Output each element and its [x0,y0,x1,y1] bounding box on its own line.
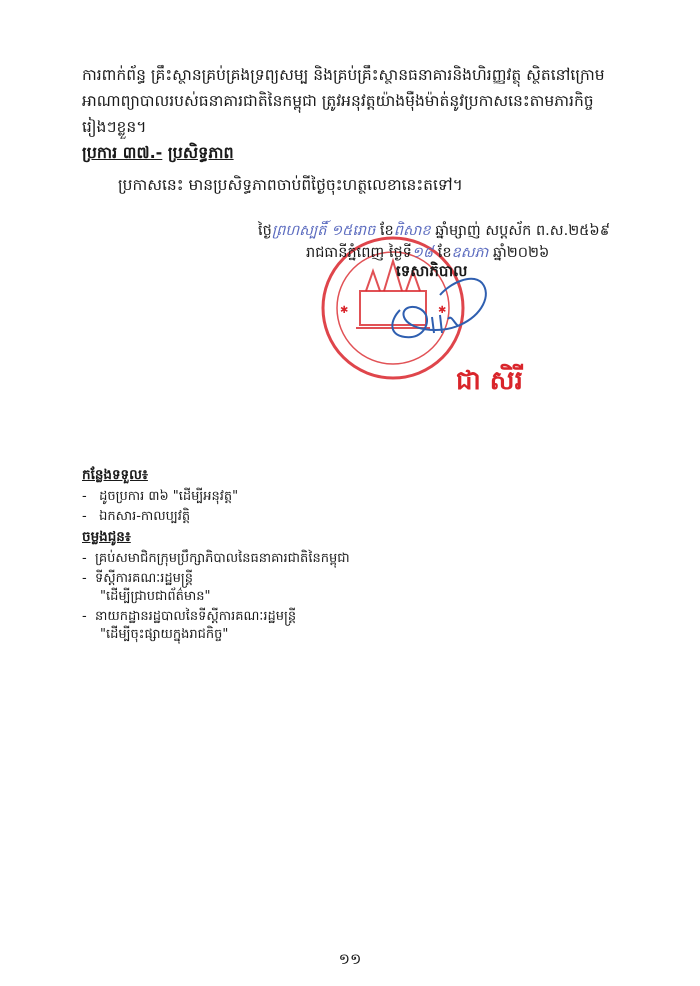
lunar-year: ឆ្នាំម្សាញ់ សប្តស័ក ព.ស.២៥៦៩ [435,223,610,239]
place-label: រាជធានីភ្នំពេញ ថ្ងៃទី [306,245,412,261]
lunar-month-label: ខែ [379,223,394,239]
civil-year: ឆ្នាំ២០២៦ [492,245,550,261]
copy-item: - គ្រប់សមាជិកក្រុមប្រឹក្សាភិបាលនៃធនាគារជាតិនៃកម្ពុជា [82,551,350,566]
svg-text:✱: ✱ [340,305,349,316]
civil-day: ១៨ [411,245,434,261]
article-text: ប្រកាសនេះ មានប្រសិទ្ធភាពចាប់ពីថ្ងៃចុះហត្ថលេខានេះតទៅ។ [118,176,463,194]
copies-heading: ចម្លងជូន៖ [82,529,131,545]
recipients-heading: កន្លែងទទួល៖ [82,467,148,483]
copy-item: - ទីស្តីការគណៈរដ្ឋមន្ត្រី [82,571,193,586]
copy-item-note: "ដើម្បីជ្រាបជាព័ត៌មាន" [100,589,211,604]
article-title: ប្រសិទ្ធភាព [167,143,234,162]
paragraph-line: ការពាក់ព័ន្ធ គ្រឹះស្ថានគ្រប់គ្រងទ្រព្យសម្ប និងគ្រប់គ្រឹះស្ថានធនាគារនិងហិរញ្ញវត្ថុ ស្ថិតនៅក្រោម [82,66,605,84]
lunar-prefix: ថ្ងៃ [258,223,272,239]
article-number: ប្រការ ៣៧.- [82,143,163,162]
svg-text:✱: ✱ [438,305,447,316]
civil-month: ឧសភា [451,245,489,261]
copy-item: - នាយកដ្ឋានរដ្ឋបាលនៃទីស្តីការគណៈរដ្ឋមន្ត្រី [82,609,297,624]
recipient-item: - ដូចប្រការ ៣៦ "ដើម្បីអនុវត្ត" [82,489,239,504]
civil-month-label: ខែ [437,245,452,261]
paragraph-line: អាណាព្យាបាលរបស់ធនាគារជាតិនៃកម្ពុជា ត្រូវអនុវត្តយ៉ាងម៉ឺងម៉ាត់នូវប្រកាសនេះតាមភារកិច្ច [82,92,594,110]
lunar-day: ព្រហស្បតិ៍ ១៥រោច [271,223,376,239]
lunar-dateline [258,222,610,243]
lunar-month: ពិសាខ [393,223,431,239]
article-heading [82,142,234,166]
signatory-title: ទេសាភិបាល [396,262,468,280]
recipient-item: - ឯកសារ-កាលប្បវត្តិ [82,509,191,524]
page-number: ១១ [338,950,362,968]
closing-paragraph [82,62,622,140]
signatory-name: ជា សិរី [456,366,523,396]
paragraph-line: រៀងៗខ្លួន។ [82,118,147,136]
copy-item-note: "ដើម្បីចុះផ្សាយក្នុងរាជកិច្ច" [100,627,229,642]
